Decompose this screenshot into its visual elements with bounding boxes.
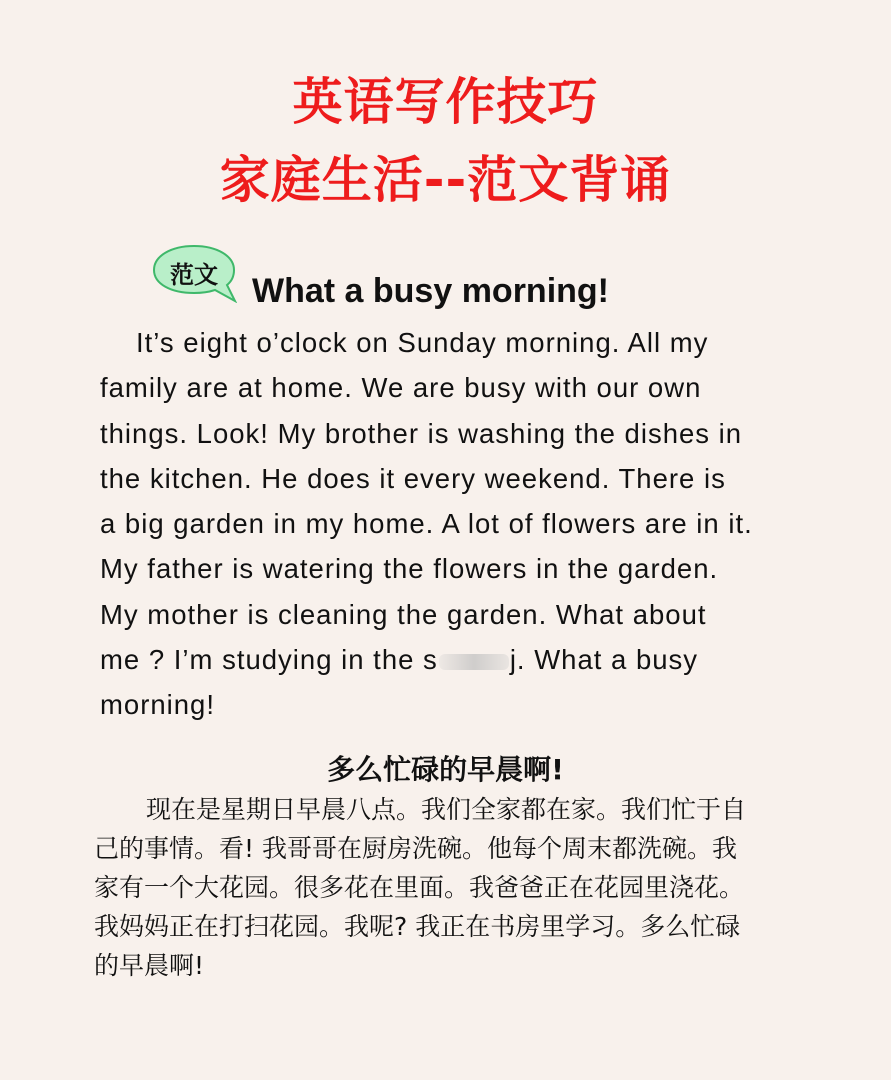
english-line-7: My mother is cleaning the garden. What about bbox=[100, 598, 707, 630]
english-line-4: the kitchen. He does it every weekend. There is bbox=[100, 462, 726, 494]
header-title-line2: 家庭生活--范文背诵 bbox=[219, 151, 672, 209]
chinese-line-1: 现在是星期日早晨八点。我们全家都在家。我们忙于自 bbox=[146, 795, 747, 824]
sample-essay-badge bbox=[151, 243, 237, 301]
chinese-line-4: 我妈妈正在打扫花园。我呢? 我正在书房里学习。多么忙碌 bbox=[94, 912, 741, 941]
english-line-6: My father is watering the flowers in the garden. bbox=[100, 553, 719, 585]
english-essay-body bbox=[100, 320, 800, 728]
english-line-8-after: j. What a busy bbox=[509, 644, 699, 676]
english-line-8 bbox=[100, 637, 800, 682]
header-title-line1: 英语写作技巧 bbox=[292, 73, 599, 131]
english-line-9: morning! bbox=[100, 689, 215, 721]
obscured-word bbox=[439, 654, 509, 670]
chinese-translation-body bbox=[94, 790, 804, 985]
chinese-translation-title: 多么忙碌的早晨啊! bbox=[327, 753, 564, 786]
chinese-line-3: 家有一个大花园。很多花在里面。我爸爸正在花园里浇花。 bbox=[94, 873, 745, 902]
chinese-line-2: 己的事情。看! 我哥哥在厨房洗碗。他每个周末都洗碗。我 bbox=[94, 834, 737, 863]
english-line-8-before: me ? I’m studying in the s bbox=[100, 644, 438, 676]
english-essay-title: What a busy morning! bbox=[252, 272, 609, 310]
english-line-5: a big garden in my home. A lot of flowers are in it. bbox=[100, 508, 753, 540]
badge-label: 范文 bbox=[170, 261, 218, 289]
english-line-3: things. Look! My brother is washing the dishes in bbox=[100, 417, 743, 449]
chinese-line-5: 的早晨啊! bbox=[94, 951, 205, 980]
english-line-2: family are at home. We are busy with our own bbox=[100, 372, 702, 404]
english-line-1: It’s eight o’clock on Sunday morning. All my bbox=[136, 327, 709, 358]
